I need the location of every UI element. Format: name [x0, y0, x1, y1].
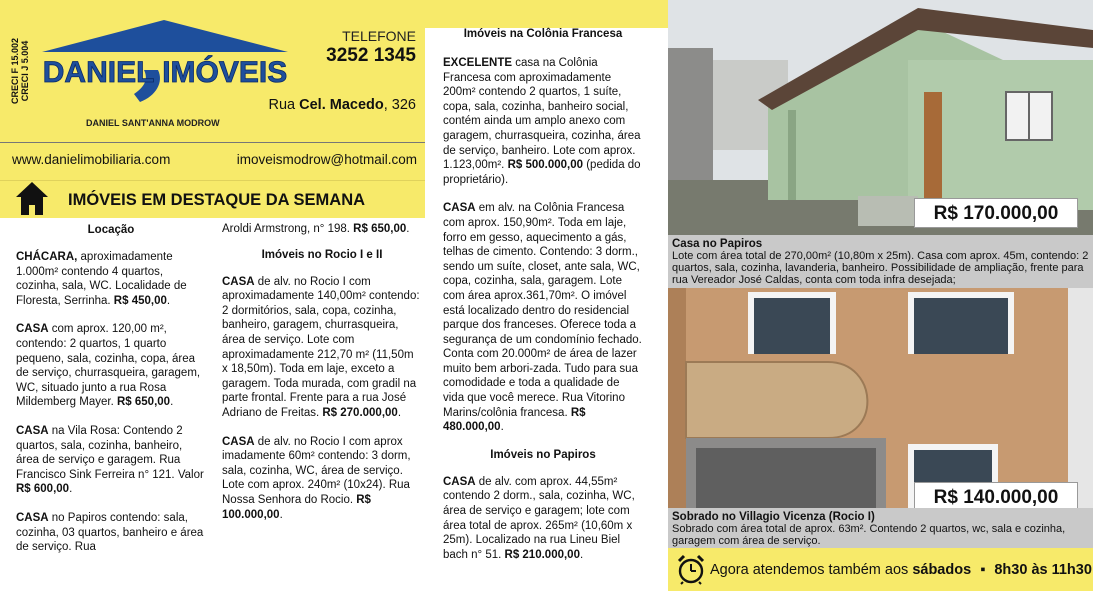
- listing-price: R$ 650,00: [353, 223, 407, 235]
- listing-end: .: [69, 483, 73, 496]
- col3-header-bg: [425, 0, 668, 28]
- address: [240, 97, 416, 113]
- listing-desc: com aprox. 120,00 m², contendo: 2 quartos, 1 quarto pequeno, sala, cozinha, copa, área de serviço, churrasqueira, garagem, WC, situado junto a rua Rosa Mildemberg Mayer.: [16, 323, 201, 409]
- caption-title: Sobrado no Villagio Vicenza (Rocio I): [672, 511, 875, 523]
- listing-desc: no Papiros contendo: sala, cozinha, 03 quartos, banheiro e área de serviço. Rua: [16, 511, 204, 554]
- section-title-papiros: Imóveis no Papiros: [490, 448, 596, 461]
- listing-chacara: [16, 250, 206, 308]
- listing-casa-vila-rosa: [16, 424, 206, 497]
- listing-continuation: [222, 222, 422, 237]
- listing-desc: de alv. no Rocio I com aprox imadamente 60m² contendo: 3 dorm, sala, cozinha, WC, área de serviço. Lote com aprox. 240m² (10x24). Rua Nossa Senhora do Rocio.: [222, 435, 411, 506]
- listing-desc: de alv. com aprox. 44,55m² contendo 2 dorm., sala, cozinha, WC, área de serviço e garagem; lote com área total de aprox. 265m² (10,60m x 25m). Localizado na rua Lineu Biel bach n° 51.: [443, 475, 635, 561]
- listing-type: EXCELENTE: [443, 57, 513, 69]
- listing-end: .: [500, 421, 504, 434]
- listing-price: R$ 480.000,00: [443, 406, 586, 434]
- listing-end: .: [406, 223, 410, 235]
- alarm-clock-icon: [676, 553, 706, 585]
- listing-casa-rocio-140: [222, 275, 422, 421]
- creci-box: [2, 28, 28, 120]
- listing-casa-rocio-60: [222, 435, 422, 523]
- footer-hours: 8h30 às 11h30: [994, 562, 1092, 578]
- listing-end: .: [579, 548, 584, 561]
- banner-title: IMÓVEIS EM DESTAQUE DA SEMANA: [68, 191, 366, 209]
- footer-saturdays: sábados: [912, 562, 972, 578]
- listing-desc: de alv. no Rocio I com aproximadamente 140,00m² contendo: 2 dormitórios, sala, copa, cozinha, banheiro, garagem, churrasqueira, área de serviço. Lote com aproximadamente 212,70 m² (11,50m x 18,50m). Toda em laje, exceto a garagem. Toda murada, com gradil na parte frontal. Frente para a rua José Adriano de Freitas.: [222, 275, 420, 419]
- listing-end: .: [279, 508, 283, 521]
- caption-desc: Lote com área total de 270,00m² (10,80m x 25m). Casa com aprox. 45m, contendo: 2 quartos, sala, cozinha, lavanderia, banheiro. Possibilidade de ampliação, frente para rua Vereador José Caldas, conta com toda infra desejada;: [672, 250, 1089, 286]
- listing-excelente-colonia: [443, 56, 643, 187]
- creci-j: CRECI J 5.004: [20, 40, 30, 102]
- header-divider: [0, 142, 425, 143]
- listing-type: CASA: [16, 323, 49, 336]
- listing-type: CASA: [443, 202, 476, 215]
- phone-label: TELEFONE: [342, 28, 416, 44]
- caption-casa-papiros: [668, 235, 1093, 288]
- listing-price: R$ 100.000,00: [222, 493, 371, 521]
- listing-price: R$ 210.000,00: [504, 548, 580, 561]
- logo: [36, 16, 294, 108]
- listing-type: CASA: [222, 275, 255, 288]
- phone-number: 3252 1345: [326, 45, 416, 66]
- price-box-2: R$ 140.000,00: [914, 482, 1078, 512]
- listing-type: CHÁCARA,: [16, 251, 78, 263]
- address-number: , 326: [383, 97, 416, 113]
- listing-type: CASA: [222, 435, 255, 448]
- listing-desc: Aroldi Armstrong, n° 198.: [222, 223, 354, 235]
- listing-price: R$ 600,00: [16, 483, 70, 496]
- column-locacao: [16, 220, 206, 569]
- caption-desc: Sobrado com área total de aprox. 63m². Contendo 2 quartos, wc, sala e cozinha, garagem com área de serviço.: [672, 523, 1066, 547]
- photo-sobrado-vicenza: [668, 288, 1093, 508]
- section-title-locacao: Locação: [87, 224, 135, 236]
- footer-text: [710, 562, 1092, 578]
- footer-separator: ▪: [980, 562, 986, 578]
- listing-desc: em alv. na Colônia Francesa com aprox. 150,90m². Toda em laje, forro em gesso, aquecimento a gás, telhas de cimento. Contendo: 3 dorm., sendo um suíte, closet, ante sala, WC, copa, cozinha, sala, garagem. Lote com área aprox.361,70m². O imóvel está localizado dentro do residencial parque dos franceses. Oferece toda a segurança de um condomínio fechado. Conta com 20.000m² de área de lazer muito bem arbori-zada. Tudo para sua comodidade e toda a qualidade de vida que você merece. Rua Vitorino Marins/colônia francesa.: [443, 202, 642, 419]
- listing-type: CASA: [16, 511, 49, 524]
- listing-type: CASA: [443, 475, 476, 488]
- listing-price: R$ 650,00: [116, 396, 171, 409]
- address-prefix: Rua: [268, 97, 296, 113]
- owner-name: DANIEL SANT'ANNA MODROW: [86, 118, 220, 128]
- column-colonia: [443, 28, 643, 576]
- logo-text: DANIEL IMÓVEIS: [42, 56, 288, 89]
- listing-desc: casa na Colônia Francesa com aproximadamente 200m² contendo 2 quartos, 1 suíte, copa, sala, cozinha, banheiro social, contém ainda um amplo anexo com garagem, churrasqueira, cozinha, área de serviço, banheiro. Lote com aprox. 1.123,00m².: [443, 57, 641, 172]
- listing-price: R$ 500.000,00: [507, 159, 584, 172]
- listing-casa-rosa-mildemberg: [16, 322, 206, 410]
- listing-end: .: [166, 294, 171, 307]
- section-title-colonia: Imóveis na Colônia Francesa: [463, 28, 623, 40]
- caption-title: Casa no Papiros: [672, 238, 763, 250]
- listing-type: CASA: [16, 424, 49, 437]
- listing-price: R$ 270.000,00: [322, 406, 398, 419]
- house-icon: [14, 180, 50, 218]
- caption-sobrado-vicenza: [668, 508, 1093, 548]
- price-box-1: R$ 170.000,00: [914, 198, 1078, 228]
- listing-end: .: [397, 406, 402, 419]
- website-link[interactable]: www.danielimobiliaria.com: [12, 152, 171, 167]
- footer-pre: Agora atendemos também aos: [710, 562, 913, 578]
- address-street: Cel. Macedo: [299, 97, 384, 113]
- listing-casa-papiros-44: [443, 475, 643, 563]
- listing-casa-papiros: [16, 511, 206, 555]
- section-title-rocio: Imóveis no Rocio I e II: [261, 248, 383, 261]
- listing-desc: aproximadamente 1.000m² contendo 4 quartos, cozinha, sala, WC. Localidade de Floresta, Serrinha.: [16, 251, 187, 307]
- column-rocio: [222, 222, 422, 536]
- email-link[interactable]: imoveismodrow@hotmail.com: [236, 152, 417, 167]
- listing-end: (pedida do proprietário).: [443, 159, 641, 186]
- creci-f: CRECI F 15.002: [10, 37, 20, 105]
- listing-price: R$ 450,00: [113, 294, 167, 307]
- listing-casa-colonia: [443, 201, 643, 435]
- listing-desc: na Vila Rosa: Contendo 2 quartos, sala, cozinha, banheiro, área de serviço e garagem. Rua Francisco Sink Ferreira n° 121. Valor: [16, 424, 204, 481]
- listing-end: .: [170, 396, 174, 409]
